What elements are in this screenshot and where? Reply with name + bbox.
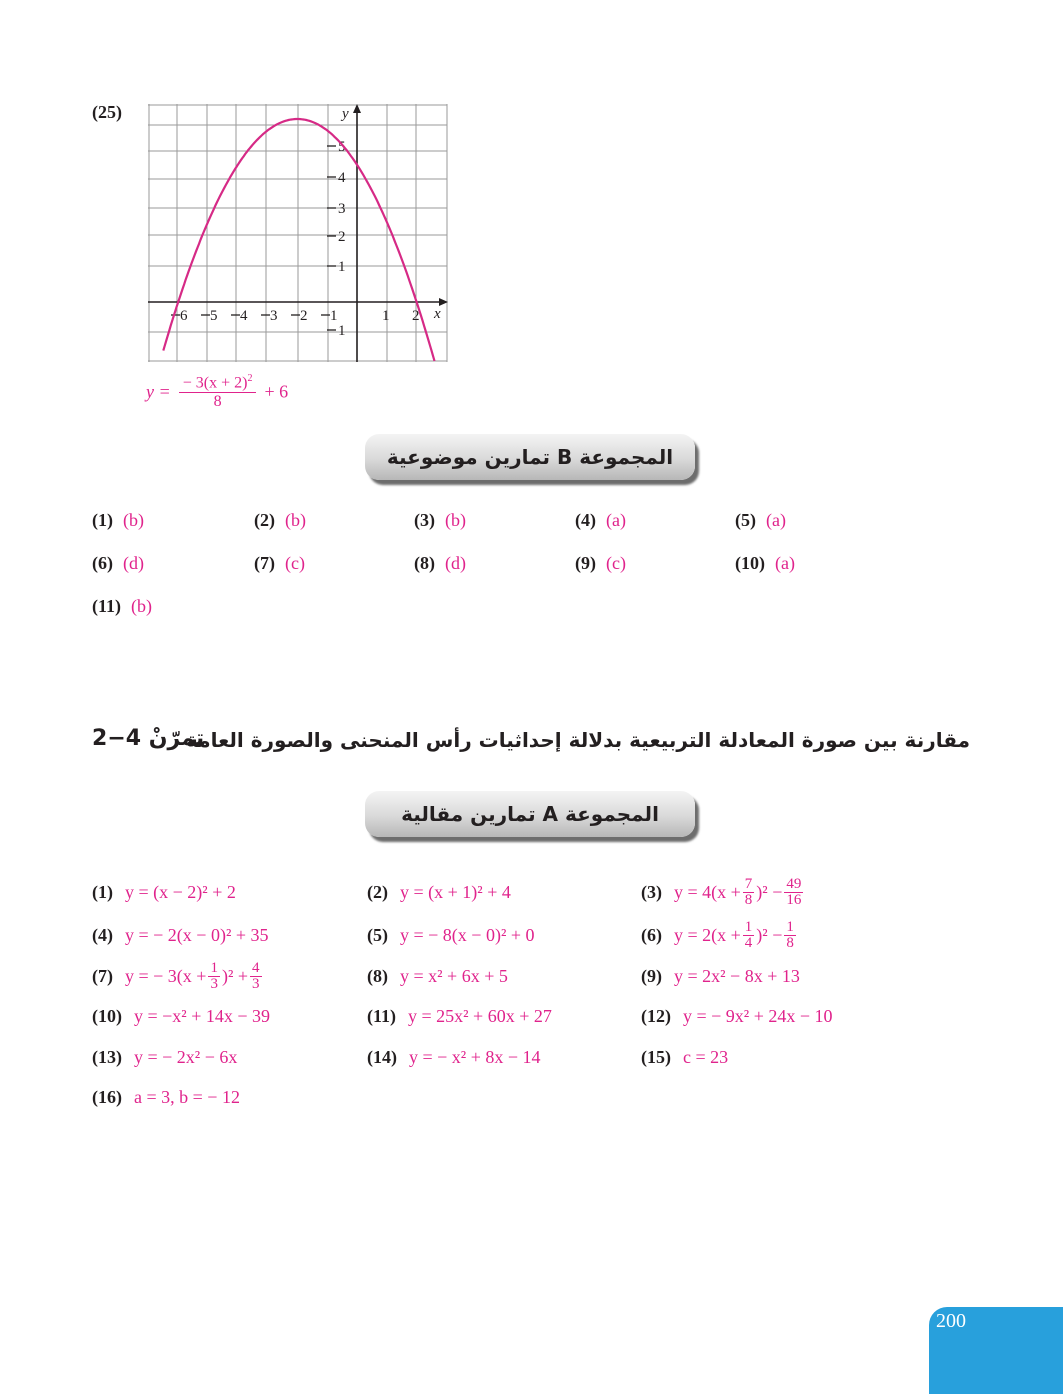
mcq-answer: (a) [775, 553, 795, 573]
answer-equation: y = (x + 1)² + 4 [400, 881, 511, 902]
fraction-numerator: 1 [786, 918, 794, 935]
fraction-numerator: 49 [786, 875, 802, 892]
fraction-numerator: 1 [744, 918, 753, 935]
fraction-numerator: 1 [210, 959, 218, 976]
mcq-answer: (b) [285, 510, 306, 530]
mcq-answer: (a) [766, 510, 786, 530]
answer-equation: y = − 8(x − 0)² + 0 [400, 924, 535, 945]
answer-item [92, 961, 264, 991]
mcq-number: (2) [254, 510, 275, 530]
answer-equation-part: )² − [756, 924, 783, 945]
fraction-denominator: 3 [210, 975, 218, 992]
answer-number: (6) [641, 924, 662, 945]
answer-item [367, 877, 511, 907]
mcq-number: (4) [575, 510, 596, 530]
fraction [250, 961, 262, 992]
y-axis-title: y [342, 106, 349, 122]
answer-item [92, 877, 236, 907]
answer-equation: y = − 9x² + 24x − 10 [683, 1005, 833, 1026]
answer-equation: y = − x² + 8x − 14 [409, 1046, 541, 1067]
answer-number: (9) [641, 965, 662, 986]
answer-equation-part: y = 2(x + [674, 924, 741, 945]
x-tick-neg1: 1 [330, 308, 338, 324]
equation-numerator: − $3(x + 2)^2$ [179, 373, 257, 393]
answer-item [92, 1082, 240, 1112]
mcq-answer: (c) [285, 553, 305, 573]
mcq-number: (11) [92, 596, 121, 616]
y-tick-2: 2 [338, 229, 346, 245]
answer-item [367, 920, 535, 950]
mcq-answer: (b) [131, 596, 152, 616]
equation-suffix: + 6 [264, 381, 289, 402]
fraction-numerator: 4 [252, 959, 260, 976]
mcq-item [575, 510, 626, 531]
answer-item [641, 961, 800, 991]
y-tick-3: 3 [338, 201, 346, 217]
y-tick-neg1: 1 [338, 323, 346, 339]
answer-equation: y = − 2(x − 0)² + 35 [125, 924, 269, 945]
x-tick-neg3: 3 [270, 308, 278, 324]
answer-number: (14) [367, 1046, 397, 1067]
equation-prefix: y = [146, 381, 171, 402]
fraction-denominator: 16 [786, 891, 802, 908]
fraction [743, 877, 755, 908]
mcq-item [414, 510, 466, 531]
y-tick-4: 4 [338, 170, 346, 186]
mcq-item [92, 596, 152, 617]
answer-item [367, 1042, 541, 1072]
answer-item [367, 961, 508, 991]
mcq-answer: (a) [606, 510, 626, 530]
mcq-number: (6) [92, 553, 113, 573]
mcq-answer: (d) [445, 553, 466, 573]
answer-number: (5) [367, 924, 388, 945]
mcq-item [414, 553, 466, 574]
mcq-number: (10) [735, 553, 765, 573]
graph-label: (25) [92, 102, 122, 122]
mcq-item [92, 553, 144, 574]
banner-group-b: المجموعة B تمارين موضوعية [365, 434, 695, 480]
x-tick-2: 2 [412, 308, 420, 324]
answer-number: (13) [92, 1046, 122, 1067]
answer-equation: y = x² + 6x + 5 [400, 965, 508, 986]
answer-number: (4) [92, 924, 113, 945]
parabola-curve [163, 119, 434, 361]
x-tick-neg4: 4 [240, 308, 248, 324]
answer-equation: a = 3, b = − 12 [134, 1086, 240, 1107]
answer-number: (7) [92, 965, 113, 986]
fraction [784, 877, 803, 908]
mcq-item [735, 510, 786, 531]
mcq-item [254, 553, 305, 574]
fraction [784, 920, 796, 951]
fraction-denominator: 8 [744, 891, 753, 908]
fraction-denominator: 3 [252, 975, 260, 992]
answer-equation: y = 2x² − 8x + 13 [674, 965, 800, 986]
fraction [208, 961, 220, 992]
answer-item [367, 1001, 552, 1031]
answer-equation: y = 25x² + 60x + 27 [408, 1005, 552, 1026]
answer-equation-part: y = − 3(x + [125, 965, 207, 986]
page-number: 200 [936, 1310, 966, 1332]
answer-equation: y = − 2x² − 6x [134, 1046, 238, 1067]
fraction-denominator: 4 [744, 934, 753, 951]
answer-item [641, 877, 805, 907]
answer-number: (10) [92, 1005, 122, 1026]
equation-denominator: 8 [213, 393, 222, 411]
mcq-answer: (d) [123, 553, 144, 573]
fraction-denominator: 8 [786, 934, 794, 951]
x-tick-neg5: 5 [210, 308, 218, 324]
mcq-item [92, 510, 144, 531]
graph-equation [146, 373, 288, 411]
grid [148, 104, 447, 362]
answer-number: (16) [92, 1086, 122, 1107]
answer-equation-part: y = 4(x + [674, 881, 741, 902]
answer-item [641, 1001, 833, 1031]
y-tick-5: 5 [338, 139, 346, 155]
answer-item [92, 920, 269, 950]
mcq-number: (7) [254, 553, 275, 573]
x-tick-neg6: 6 [180, 308, 188, 324]
mcq-number: (9) [575, 553, 596, 573]
answer-number: (1) [92, 881, 113, 902]
answer-equation-part: )² + [221, 965, 248, 986]
mcq-number: (8) [414, 553, 435, 573]
mcq-number: (1) [92, 510, 113, 530]
answer-equation-part: )² − [756, 881, 783, 902]
mcq-answer: (c) [606, 553, 626, 573]
mcq-number: (5) [735, 510, 756, 530]
mcq-answer: (b) [123, 510, 144, 530]
parabola-graph [148, 104, 448, 362]
x-axis-title: x [434, 306, 441, 322]
answer-number: (8) [367, 965, 388, 986]
answer-number: (2) [367, 881, 388, 902]
banner-group-a: المجموعة A تمارين مقالية [365, 791, 695, 837]
answer-item [92, 1001, 270, 1031]
mcq-item [735, 553, 795, 574]
answer-equation: y = −x² + 14x − 39 [134, 1005, 271, 1026]
fraction-numerator: 7 [744, 875, 753, 892]
answer-number: (3) [641, 881, 662, 902]
mcq-number: (3) [414, 510, 435, 530]
section-title: مقارنة بين صورة المعادلة التربيعية بدلالة إحداثيات رأس المنحنى والصورة العامة [186, 728, 970, 752]
y-tick-1: 1 [338, 259, 346, 275]
mcq-item [254, 510, 306, 531]
answer-number: (12) [641, 1005, 671, 1026]
x-tick-neg2: 2 [300, 308, 308, 324]
answer-equation: c = 23 [683, 1046, 729, 1067]
fraction [743, 920, 755, 951]
equation-fraction [179, 373, 257, 411]
answer-number: (15) [641, 1046, 671, 1067]
answer-item [641, 1042, 728, 1072]
answer-item [641, 920, 798, 950]
answer-equation: y = (x − 2)² + 2 [125, 881, 236, 902]
answer-item [92, 1042, 237, 1072]
mcq-item [575, 553, 626, 574]
lesson-label: تمرّنْ 4−2 [92, 726, 205, 751]
mcq-answer: (b) [445, 510, 466, 530]
answer-number: (11) [367, 1005, 396, 1026]
x-tick-1: 1 [382, 308, 390, 324]
